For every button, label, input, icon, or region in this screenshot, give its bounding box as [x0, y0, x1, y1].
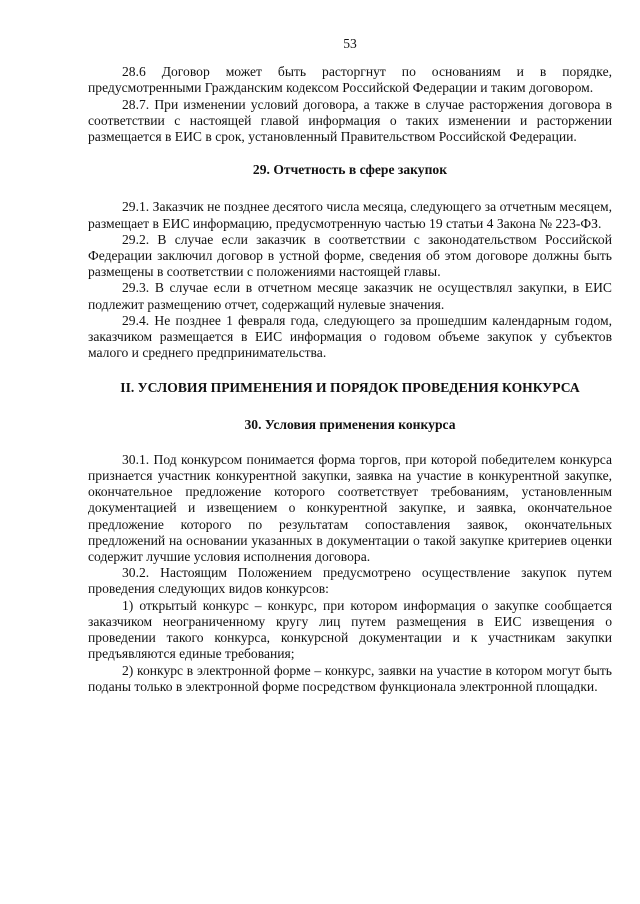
section-heading-ii: II. УСЛОВИЯ ПРИМЕНЕНИЯ И ПОРЯДОК ПРОВЕДЕНИЯ КОНКУРСА	[120, 380, 580, 396]
paragraph-28-7: 28.7. При изменении условий договора, а также в случае расторжения договора в соответствии с настоящей главой информация о таких изменении и расторжении размещается в ЕИС в срок, установленный Правительством Российской Федерации.	[88, 96, 612, 145]
paragraph-30-2: 30.2. Настоящим Положением предусмотрено осуществление закупок путем проведения следующих видов конкурсов:	[88, 565, 612, 597]
paragraph-28-6: 28.6 Договор может быть расторгнут по основаниям и в порядке, предусмотренными Гражданским кодексом Российской Федерации и таким договором.	[88, 64, 612, 96]
paragraph-30-1: 30.1. Под конкурсом понимается форма торгов, при которой победителем конкурса признается участник конкурентной закупки, заявка на участие в конкурентной закупке, окончательное предложение которого соответствует требованиям, установленным документацией и извещением о конкурентной закупке, и заявка, окончательное предложение которого по результатам сопоставления заявок, окончательных предложений на основании указанных в документации о такой закупке критериев оценки содержит лучшие условия исполнения договора.	[88, 451, 612, 565]
paragraph-29-1: 29.1. Заказчик не позднее десятого числа месяца, следующего за отчетным месяцем, размещает в ЕИС информацию, предусмотренную частью 19 статьи 4 Закона № 223-ФЗ.	[88, 199, 612, 231]
paragraph-30-2-item-1: 1) открытый конкурс – конкурс, при котором информация о закупке сообщается заказчиком неограниченному кругу лиц путем размещения в ЕИС извещения о проведении такого конкурса, конкурсной документации и к участникам закупки предъявляются единые требования;	[88, 597, 612, 662]
heading-chapter-30: 30. Условия применения конкурса	[244, 416, 456, 432]
paragraph-29-2: 29.2. В случае если заказчик в соответствии с законодательством Российской Федерации заключил договор в устной форме, сведения об этом договоре должны быть размещены в соответствии с положениями настоящей главы.	[88, 231, 612, 280]
paragraph-30-2-item-2: 2) конкурс в электронной форме – конкурс, заявки на участие в котором могут быть поданы только в электронной форме посредством функционала электронной площадки.	[88, 662, 612, 694]
paragraph-29-4: 29.4. Не позднее 1 февраля года, следующего за прошедшим календарным годом, заказчиком размещается в ЕИС информация о годовом объеме закупок у субъектов малого и среднего предпринимательства.	[88, 312, 612, 361]
heading-chapter-29: 29. Отчетность в сфере закупок	[252, 162, 448, 178]
document-page	[88, 36, 612, 695]
paragraph-29-3: 29.3. В случае если в отчетном месяце заказчик не осуществлял закупки, в ЕИС подлежит размещению отчет, содержащий нулевые значения.	[88, 280, 612, 312]
page-number: 53	[343, 36, 357, 51]
